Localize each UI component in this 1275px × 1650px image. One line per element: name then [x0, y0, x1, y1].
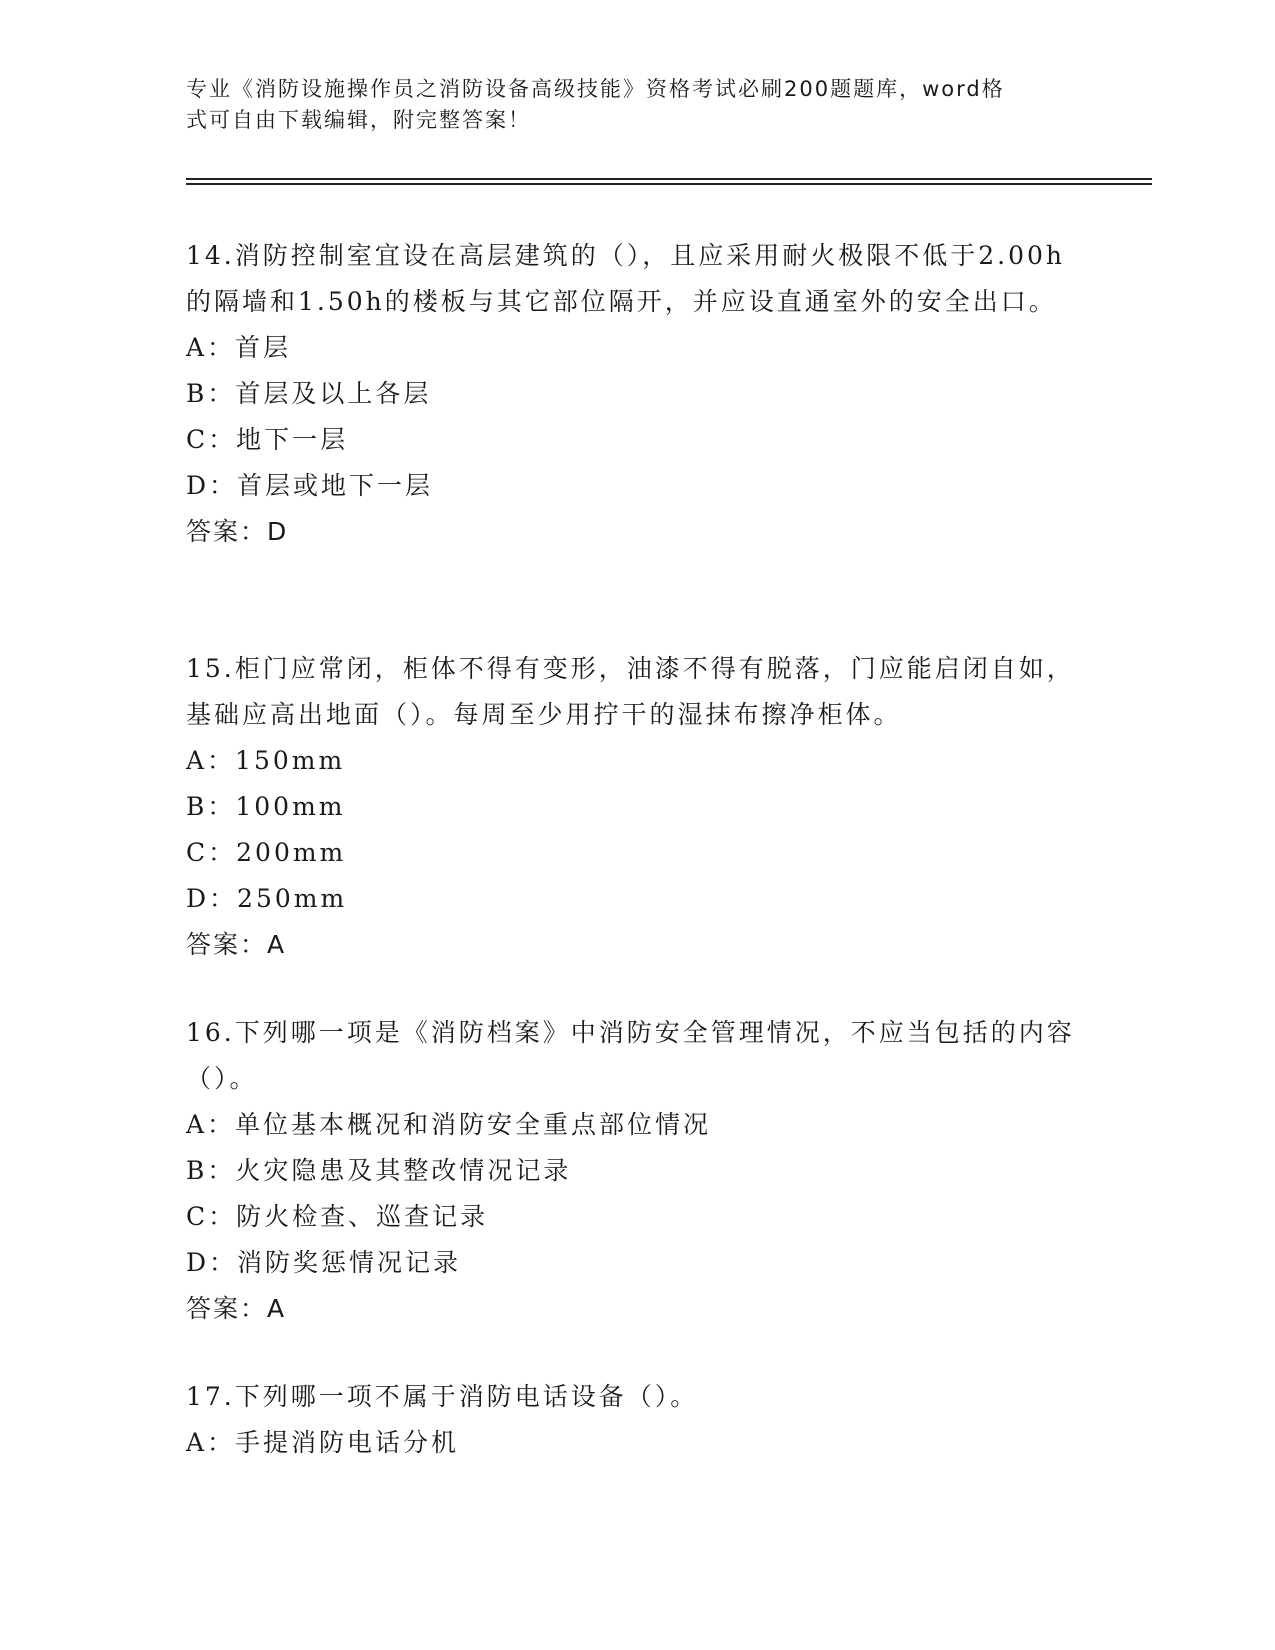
header-line-1: 专业《消防设施操作员之消防设备高级技能》资格考试必刷200题题库，word格 — [186, 77, 1005, 101]
header-line-2: 式可自由下载编辑，附完整答案！ — [186, 108, 531, 132]
option-c: C：防火检查、巡查记录 — [186, 1202, 489, 1231]
header-divider-top — [186, 178, 1152, 180]
document-header — [186, 74, 1066, 136]
option-d: D：250mm — [186, 884, 348, 913]
option-b: B：火灾隐患及其整改情况记录 — [186, 1156, 572, 1185]
question-stem: 消防控制室宜设在高层建筑的（），且应采用耐火极限不低于2.00h的隔墙和1.50h的楼板与其它部位隔开，并应设直通室外的安全出口。 — [186, 241, 1066, 316]
question-number: 14. — [186, 241, 235, 270]
header-divider-bottom — [186, 183, 1152, 185]
option-a: A：单位基本概况和消防安全重点部位情况 — [186, 1110, 712, 1139]
question-text — [186, 233, 1086, 325]
question-text — [186, 1374, 1086, 1420]
question-stem: 下列哪一项是《消防档案》中消防安全管理情况，不应当包括的内容（）。 — [186, 1018, 1075, 1093]
question-number: 16. — [186, 1018, 235, 1047]
option-c: C：地下一层 — [186, 425, 349, 454]
answer: 答案：D — [186, 517, 289, 546]
question-number: 17. — [186, 1382, 235, 1411]
answer: 答案：A — [186, 1294, 287, 1323]
question-stem: 下列哪一项不属于消防电话设备（）。 — [234, 1382, 699, 1411]
answer: 答案：A — [186, 930, 287, 959]
question-number: 15. — [186, 654, 235, 683]
question-14 — [186, 233, 1086, 555]
option-a: A：首层 — [186, 333, 292, 362]
option-d: D：首层或地下一层 — [186, 471, 434, 500]
question-text — [186, 646, 1086, 738]
option-a: A：手提消防电话分机 — [186, 1428, 460, 1457]
option-b: B：首层及以上各层 — [186, 379, 432, 408]
option-d: D：消防奖惩情况记录 — [186, 1248, 462, 1277]
question-16 — [186, 1010, 1086, 1332]
question-text — [186, 1010, 1086, 1102]
question-15 — [186, 646, 1086, 968]
question-17 — [186, 1374, 1086, 1466]
option-b: B：100mm — [186, 792, 346, 821]
option-c: C：200mm — [186, 838, 347, 867]
question-stem: 柜门应常闭，柜体不得有变形，油漆不得有脱落，门应能启闭自如，基础应高出地面（）。每周至少用拧干的湿抹布擦净柜体。 — [186, 654, 1075, 729]
option-a: A：150mm — [186, 746, 346, 775]
